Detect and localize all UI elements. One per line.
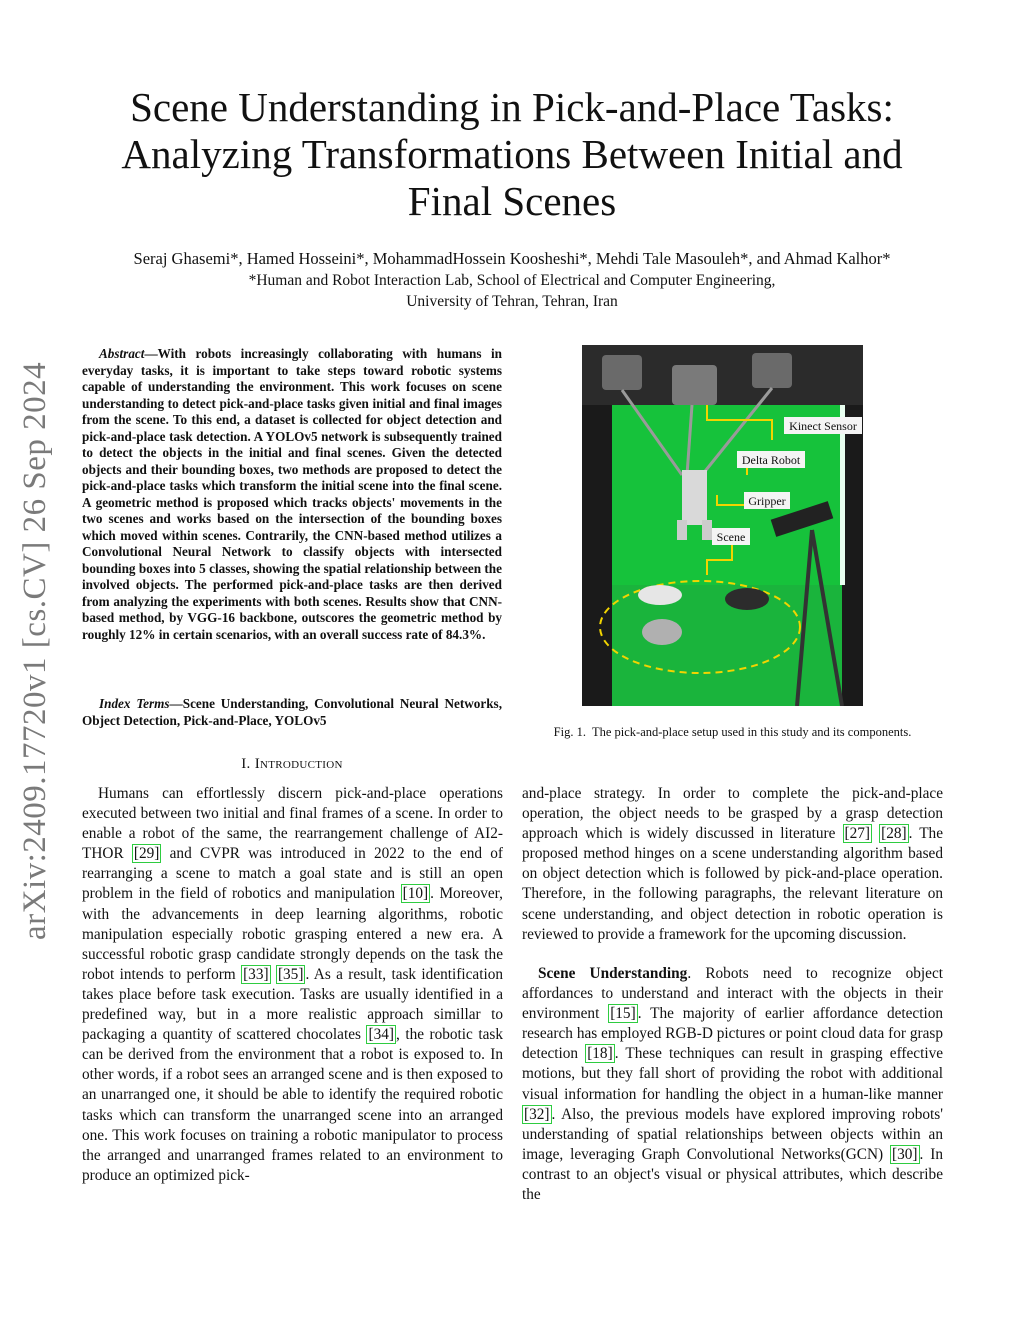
text-run: and-place strategy. In order to complete the pick-and-place operation, the object needs to be grasped by a grasp detection approach which is widely discussed in literature bbox=[522, 785, 943, 843]
citation-link[interactable]: [27] bbox=[844, 825, 871, 843]
figure-setup-photo bbox=[582, 345, 863, 706]
text-run: . In contrast to an object's visual or physical attributes, which describe the bbox=[522, 1145, 943, 1204]
citation-link[interactable]: [28] bbox=[881, 825, 907, 843]
arxiv-identifier: arXiv:2409.17720v1 [cs.CV] 26 Sep 2024 bbox=[17, 361, 53, 940]
citation-link[interactable]: [34] bbox=[368, 1026, 394, 1044]
gripper-body bbox=[682, 470, 707, 525]
index-terms bbox=[82, 696, 502, 729]
index-terms-label: Index Terms bbox=[99, 696, 170, 711]
text-run: . These techniques can result in grasping effective motions, but they fall short of providing the robot with additional visual information for handling the object in a human-like manner bbox=[522, 1045, 944, 1103]
intro-right-column-1 bbox=[522, 784, 943, 945]
abstract bbox=[82, 346, 502, 643]
abstract-label: Abstract bbox=[99, 346, 145, 361]
text-run: and CVPR was introduced in 2022 to the end of rearranging a scene to match a goal state and is still an open problem in the field of robotics and manipulation bbox=[82, 845, 503, 903]
abstract-text: —With robots increasingly collaborating with humans in everyday tasks, it is important to take steps toward robotic systems capable of understanding the environment. This work focuses on scene understanding to detect pick-and-place tasks given initial and final images from the scene. To this end, a dataset is collected for object detection and pick-and-place task detection. A YOLOv5 network is subsequently trained to detect the objects in the initial and final scenes. Given the detected objects and their bounding boxes, two methods are proposed to detect the pick-and-place tasks which transform the initial scene into the final scene. A geometric method is proposed which tracks objects' movements in the two scenes and works based on the intersection of the bounding boxes which moved within scenes. Contrarily, the CNN-based method utilizes a Convolutional Neural Network to classify objects with intersected bounding boxes into 5 classes, showing the spatial relationship between the involved objects. The performed pick-and-place tasks are then derived from analyzing the experiments with both scenes. Results show that CNN-based method, by VGG-16 backbone, outscores the geometric method by roughly 12% in certain scenarios, with an overall success rate of 84.3%. bbox=[82, 346, 502, 642]
text-run: . As a result, task identification takes place before task execution. Tasks are usually identified in a predefined way, but in a more realistic approach simillar to packaging a quantity of scattered chocolates bbox=[82, 965, 503, 1044]
citation-link[interactable]: [32] bbox=[524, 1105, 550, 1123]
label-scene: Scene bbox=[716, 530, 746, 544]
gripper-finger bbox=[702, 520, 712, 540]
text-run: . Moreover, with the advancements in deep learning algorithms, robotic manipulation especially robotic grasping entered a new era. A successful robotic grasp candidate strongly depends on the task the robot intends to perform bbox=[82, 885, 503, 983]
paper-title: Scene Understanding in Pick-and-Place Tasks: Analyzing Transformations Between Initial and Final Scenes bbox=[121, 84, 903, 224]
affiliation-line-1: *Human and Robot Interaction Lab, School of Electrical and Computer Engineering, bbox=[248, 272, 776, 289]
label-gripper: Gripper bbox=[748, 494, 786, 508]
label-delta-robot: Delta Robot bbox=[741, 453, 801, 467]
citation-link[interactable]: [35] bbox=[277, 965, 304, 983]
intro-right-column-2 bbox=[522, 964, 943, 1205]
text-run: . The proposed method hinges on a scene understanding algorithm based on object detection which is followed by pick-and-place operation. Therefore, in the following paragraphs, the relevant literature on scene understanding, and object detection in robotic operation is reviewed to provide a framework for the upcoming discussion. bbox=[522, 825, 943, 943]
plate bbox=[638, 585, 682, 605]
text-run: Humans can effortlessly discern pick-and-place operations executed between two initial and final frames of a scene. In order to enable a robot of the same, the rearrangement challenge of AI2-THOR bbox=[82, 785, 503, 863]
citation-link[interactable]: [10] bbox=[402, 885, 429, 903]
affiliation-line-2: University of Tehran, Tehran, Iran bbox=[406, 293, 618, 310]
label-kinect-sensor: Kinect Sensor bbox=[789, 419, 857, 433]
setup-photo-illustration bbox=[582, 345, 863, 706]
text-run: . Robots need to recognize object affordances to understand and interact with the objects in their environment bbox=[522, 965, 943, 1023]
citation-link[interactable]: [15] bbox=[610, 1005, 636, 1023]
text-run: , the robotic task can be derived from the environment that a robot is exposed to. In other words, if a robot sees an arranged scene and is then exposed to an unarranged one, it should be able to identify the required robotic tasks which can transform the unarranged scene into an arranged one. This work focuses on training a robotic manipulator to process the arranged and unarranged frames related to an environment to produce an optimized pick- bbox=[82, 1026, 503, 1184]
author-list: Seraj Ghasemi*, Hamed Hosseini*, MohammadHossein Koosheshi*, Mehdi Tale Masouleh*, and Ahmad Kalhor* bbox=[133, 249, 891, 268]
motor bbox=[752, 353, 792, 388]
gripper-finger bbox=[677, 520, 687, 540]
paragraph-heading: Scene Understanding bbox=[538, 965, 688, 982]
section-number: I. bbox=[241, 756, 251, 772]
motor bbox=[672, 365, 717, 405]
caption-text: The pick-and-place setup used in this study and its components. bbox=[591, 725, 912, 739]
text-run: . Also, the previous models have explored improving robots' understanding of spatial relationships between objects within an image, leveraging Graph Convolutional Networks(GCN) bbox=[522, 1105, 943, 1163]
caption-label: Fig. 1. bbox=[553, 725, 586, 739]
bowl bbox=[642, 619, 682, 645]
pan bbox=[725, 588, 769, 610]
citation-link[interactable]: [29] bbox=[133, 845, 160, 863]
text-run: . The majority of earlier affordance detection research has employed RGB-D pictures or point cloud data for grasp detection bbox=[522, 1005, 944, 1063]
figure-caption bbox=[522, 724, 943, 740]
citation-link[interactable]: [30] bbox=[892, 1145, 918, 1163]
index-terms-text: —Scene Understanding, Convolutional Neural Networks, Object Detection, Pick-and-Place, YOLOv5 bbox=[82, 696, 502, 728]
section-title: Introduction bbox=[254, 756, 343, 772]
citation-link[interactable]: [18] bbox=[587, 1045, 613, 1063]
motor bbox=[602, 355, 642, 390]
section-heading-introduction bbox=[82, 756, 502, 773]
intro-left-column bbox=[82, 784, 503, 1186]
citation-link[interactable]: [33] bbox=[243, 965, 269, 983]
